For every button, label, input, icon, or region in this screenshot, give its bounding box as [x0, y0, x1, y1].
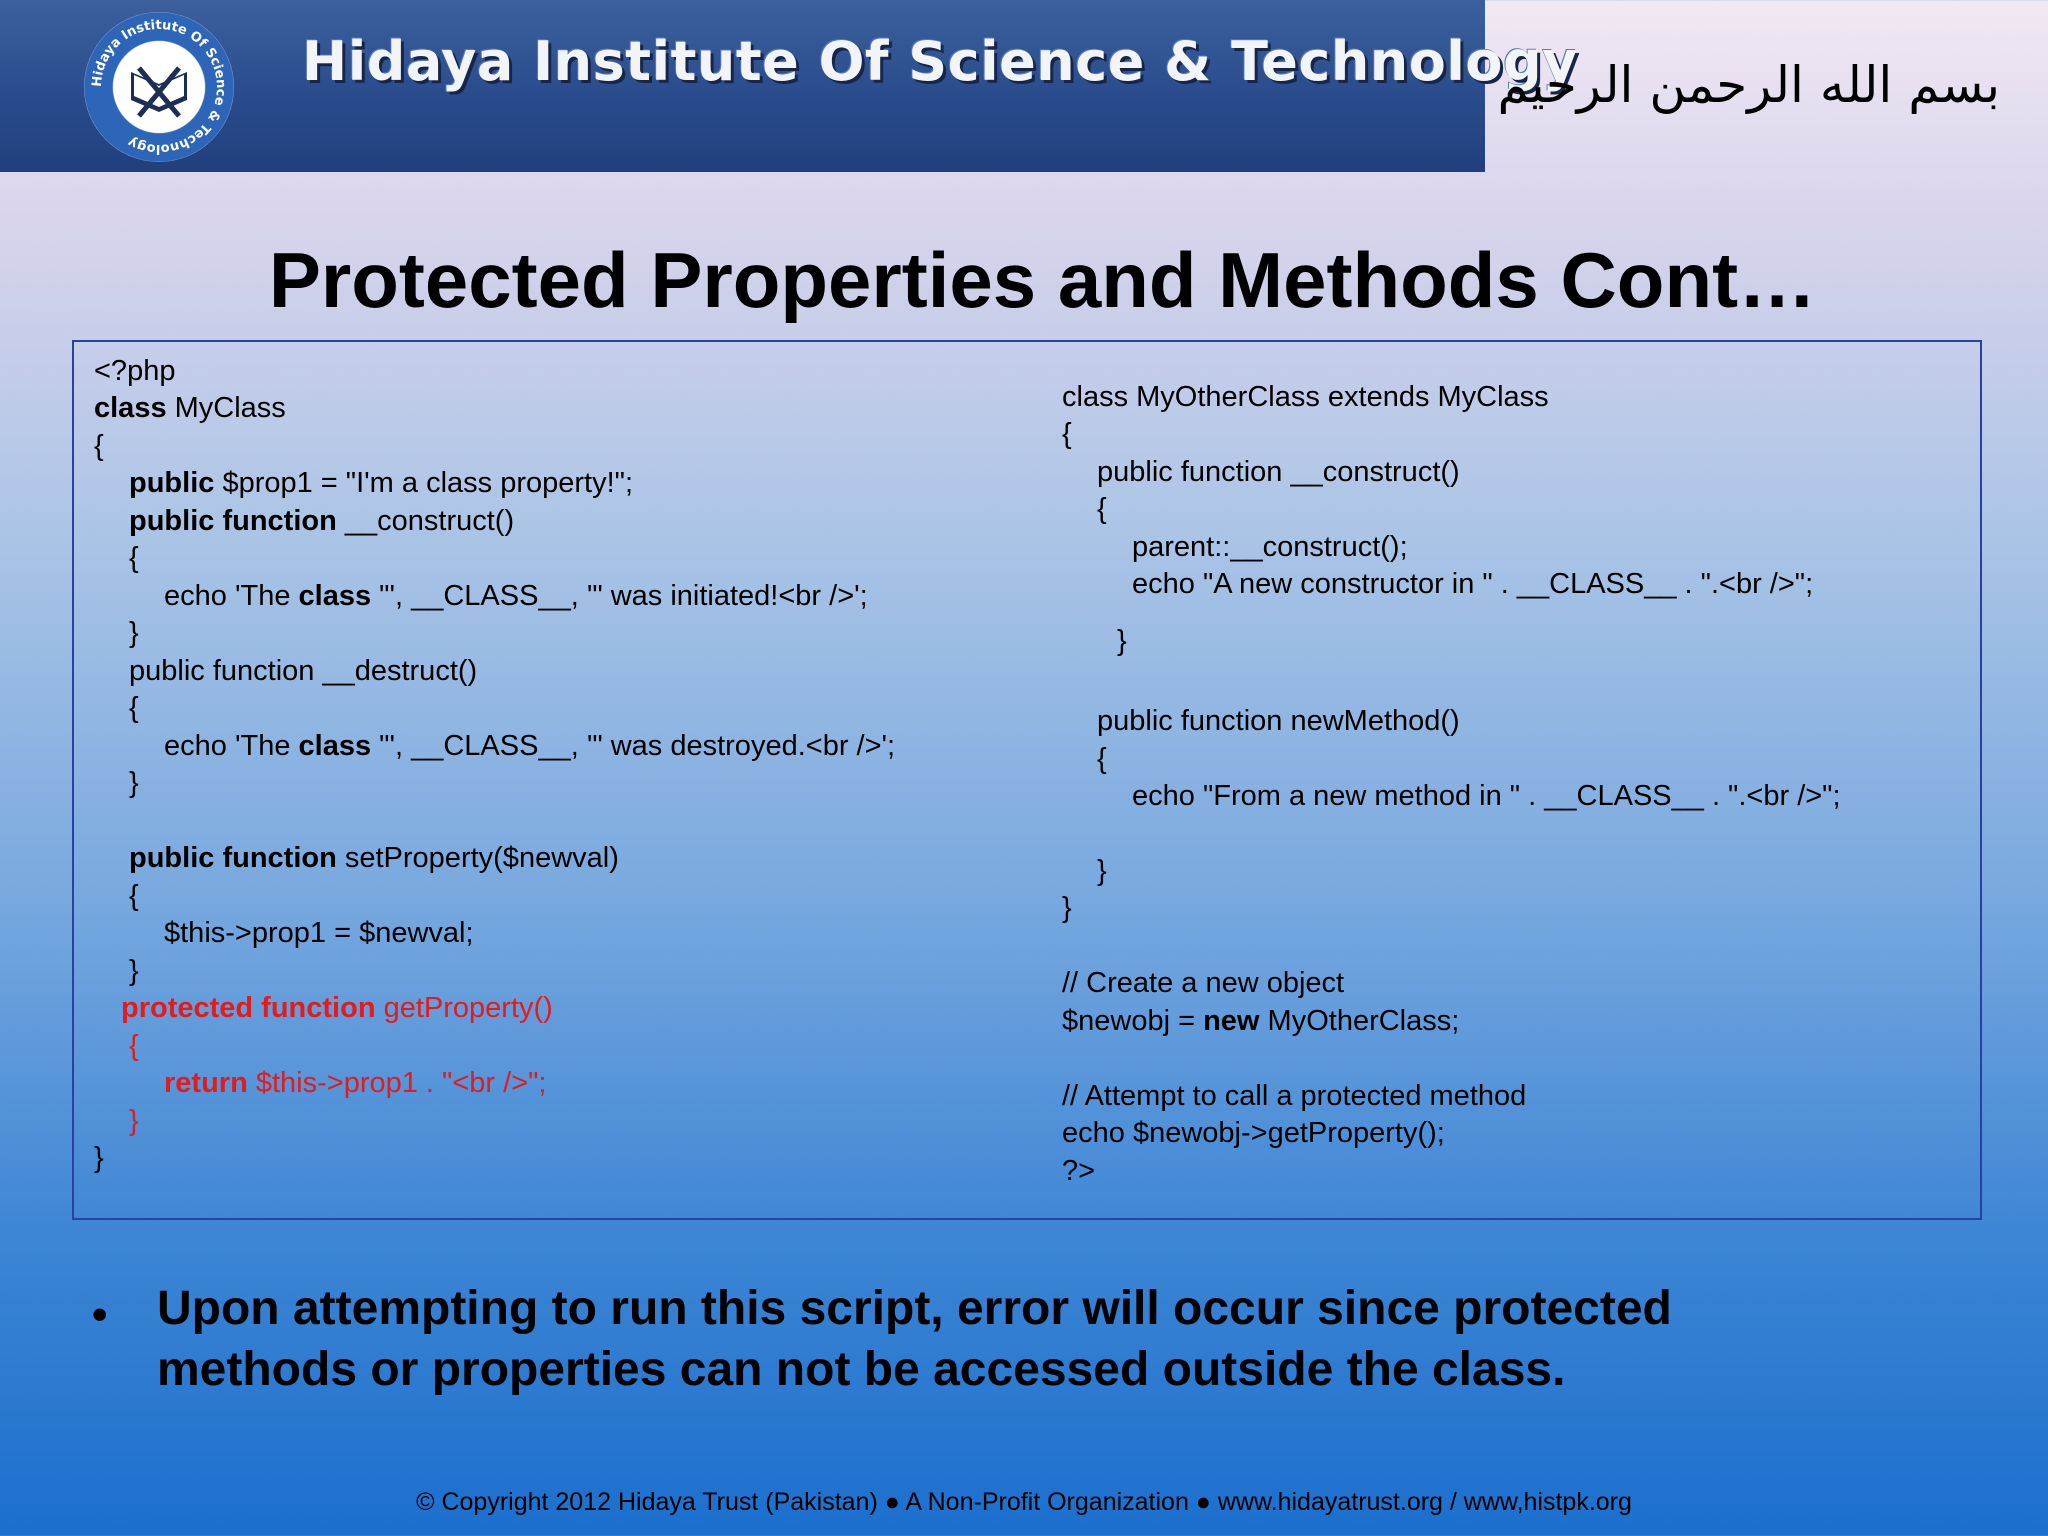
code-line: parent::__construct(); [1132, 531, 1408, 563]
logo-seal-icon [84, 12, 234, 162]
code-line-highlighted: { [129, 1030, 139, 1062]
code-line: class MyOtherClass extends MyClass [1062, 381, 1549, 413]
footer-copyright: © Copyright 2012 Hidaya Trust (Pakistan) ● A Non-Profit Organization ● www.hidayatrust.org / www,histpk.org [416, 1488, 1632, 1516]
code-line: echo "From a new method in " . __CLASS__ . ".<br />"; [1132, 780, 1841, 812]
code-line: } [1097, 855, 1107, 887]
bullet-icon: • [92, 1290, 108, 1339]
code-line: ?> [1062, 1155, 1096, 1187]
svg-text:Hidaya Institute Of Science &: Hidaya Institute Of Science & Technology [89, 17, 229, 157]
institute-name: Hidaya Institute Of Science & Technology [302, 30, 1578, 93]
code-line: public $prop1 = "I'm a class property!"; [129, 467, 634, 499]
institute-logo [84, 12, 234, 162]
code-line: { [1097, 493, 1107, 525]
code-line: } [129, 617, 139, 649]
code-line: { [129, 880, 139, 912]
code-line: class MyClass [94, 392, 286, 424]
code-line: { [129, 542, 139, 574]
code-line: } [129, 955, 139, 987]
open-book-icon [131, 68, 187, 116]
code-line: $newobj = new MyOtherClass; [1062, 1005, 1460, 1037]
code-line-highlighted: return $this->prop1 . "<br />"; [164, 1067, 547, 1099]
code-line: public function __destruct() [129, 655, 478, 687]
code-line: public function __construct() [1097, 456, 1460, 488]
bullet-text: Upon attempting to run this script, error will occur since protected methods or properties can not be accessed outside the class. [157, 1282, 1672, 1396]
code-line: public function __construct() [129, 505, 515, 537]
code-line: { [94, 430, 104, 462]
code-line: <?php [94, 355, 176, 387]
code-line: } [129, 767, 139, 799]
code-line-highlighted: protected function getProperty() [121, 992, 553, 1024]
code-box [72, 340, 1982, 1220]
code-line: public function newMethod() [1097, 705, 1460, 737]
code-line: { [129, 692, 139, 724]
code-line: // Attempt to call a protected method [1062, 1080, 1527, 1112]
code-line: echo 'The class "', __CLASS__, '" was initiated!<br />'; [164, 580, 868, 612]
code-line-highlighted: } [129, 1105, 139, 1137]
code-line: } [1062, 892, 1072, 924]
code-line: echo 'The class "', __CLASS__, '" was destroyed.<br />'; [164, 730, 896, 762]
code-line: $this->prop1 = $newval; [164, 917, 474, 949]
code-line: public function setProperty($newval) [129, 842, 619, 874]
code-line: // Create a new object [1062, 967, 1345, 999]
slide-title: Protected Properties and Methods Cont… [268, 236, 1817, 324]
header-banner [0, 0, 1578, 172]
code-line: } [94, 1142, 104, 1174]
code-line: } [1117, 625, 1127, 657]
code-line: { [1062, 418, 1072, 450]
bismillah-calligraphy: بسم الله الرحمن الرحيم [1497, 56, 2000, 114]
code-line: { [1097, 743, 1107, 775]
code-line: echo $newobj->getProperty(); [1062, 1117, 1445, 1149]
code-line: echo "A new constructor in " . __CLASS__ . ".<br />"; [1132, 568, 1814, 600]
